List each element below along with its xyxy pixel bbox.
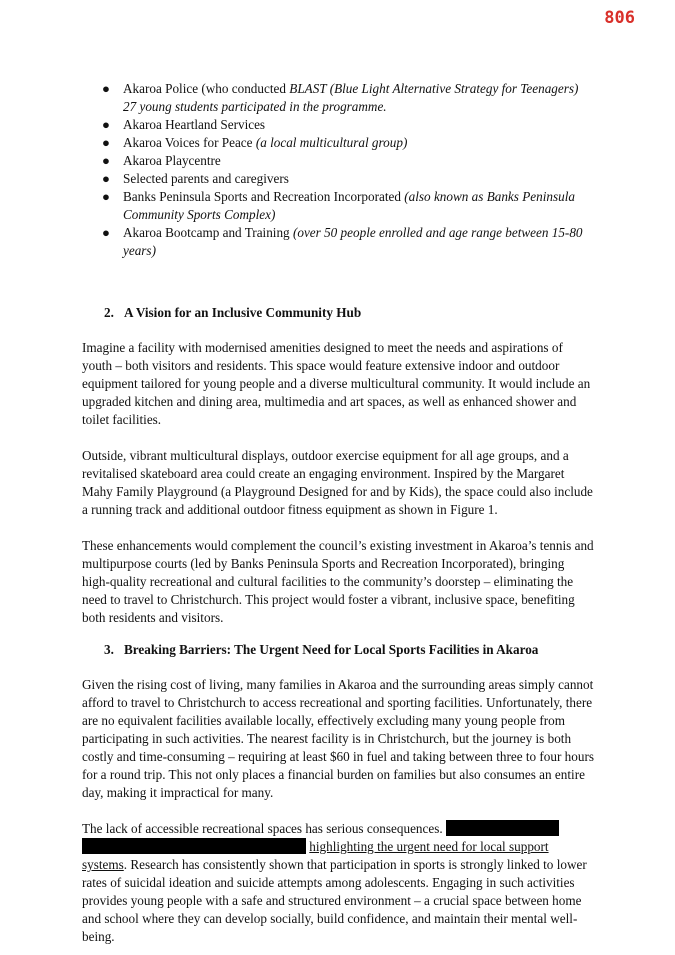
list-item-note: (a local multicultural group) (255, 135, 408, 150)
bullet-icon: ● (102, 135, 110, 150)
section-2-paragraph-2: Outside, vibrant multicultural displays, outdoor exercise equipment for all age groups, and a revitalised skateboard area could create an engaging environment. Inspired by the Margaret Mahy Family Playground (a Playground Designed for and by Kids), the space could also include a running track and additional outdoor fitness equipment as shown in Figure 1. (82, 448, 593, 517)
bullet-icon: ● (102, 81, 110, 96)
section-2-heading (82, 304, 594, 322)
list-item (82, 116, 594, 134)
section-2-paragraph-1: Imagine a facility with modernised amenities designed to meet the needs and aspirations of youth – both visitors and residents. This space would feature extensive indoor and outdoor equipment tailored for young people and a diverse multicultural community. It would include an upgraded kitchen and dining area, multimedia and art spaces, as well as enhanced shower and toilet facilities. (82, 340, 591, 427)
list-item (82, 134, 594, 152)
list-item (82, 80, 594, 116)
list-item-text: Akaroa Heartland Services (123, 117, 266, 132)
list-item-note: (also known as Banks Peninsula Community Sports Complex) (123, 189, 575, 222)
section-3-heading (82, 641, 594, 659)
section-3-paragraph-1: Given the rising cost of living, many families in Akaroa and the surrounding areas simply cannot afford to travel to Christchurch to access recreational and sporting facilities. Unfortunately, there are no equivalent facilities available locally, effectively excluding many young people from participating in such activities. The nearest facility is in Christchurch, but the journey is both costly and time-consuming – requiring at least $60 in fuel and taking between three to four hours for a round trip. This not only places a financial burden on families but also consumes an entire day, making it impractical for many. (82, 677, 594, 800)
section-2-paragraph-3: These enhancements would complement the council’s existing investment in Akaroa’s tennis and multipurpose courts (led by Banks Peninsula Sports and Recreation Incorporated), bringing high-quality recreational and cultural facilities to the community’s doorstep – eliminating the need to travel to Christchurch. This project would foster a vibrant, inclusive space, benefiting both residents and visitors. (82, 538, 594, 625)
redaction-block (446, 820, 559, 836)
list-item-text: Akaroa Playcentre (123, 153, 221, 168)
list-item (82, 224, 594, 260)
list-item (82, 188, 594, 224)
list-item-note: (over 50 people enrolled and age range between 15-80 years) (123, 225, 583, 258)
redaction-block (82, 838, 306, 854)
document-body (82, 80, 594, 946)
list-item (82, 152, 594, 170)
list-item-text: Akaroa Police (who conducted (123, 81, 290, 96)
list-item (82, 170, 594, 188)
list-item-text: Selected parents and caregivers (123, 171, 289, 186)
page-number: 806 (604, 8, 635, 28)
section-2-number: 2. (104, 305, 114, 320)
section-2-title: A Vision for an Inclusive Community Hub (124, 305, 362, 320)
list-item-text: Banks Peninsula Sports and Recreation Incorporated (123, 189, 405, 204)
bullet-icon: ● (102, 171, 110, 186)
list-item-text: Akaroa Voices for Peace (123, 135, 256, 150)
section-3-paragraph-2 (82, 820, 594, 946)
list-item-text: Akaroa Bootcamp and Training (123, 225, 293, 240)
bullet-icon: ● (102, 225, 110, 240)
list-item-note: BLAST (Blue Light Alternative Strategy for Teenagers) 27 young students participated in the programme. (123, 81, 579, 114)
bullet-icon: ● (102, 117, 110, 132)
paragraph-rest: . Research has consistently shown that participation in sports is strongly linked to lower rates of suicidal ideation and suicide attempts among adolescents. Engaging in such activities provides young people with a safe and structured environment – a crucial space between home and school where they can develop socially, build confidence, and maintain their mental well-being. (82, 857, 587, 944)
section-3-title: Breaking Barriers: The Urgent Need for Local Sports Facilities in Akaroa (124, 642, 539, 657)
bullet-icon: ● (102, 153, 110, 168)
section-3-number: 3. (104, 642, 114, 657)
paragraph-lead: The lack of accessible recreational spaces has serious consequences. (82, 821, 446, 836)
bullet-icon: ● (102, 189, 110, 204)
partner-list (82, 80, 594, 260)
underlined-phrase: highlighting the urgent need for local support systems (82, 839, 549, 872)
